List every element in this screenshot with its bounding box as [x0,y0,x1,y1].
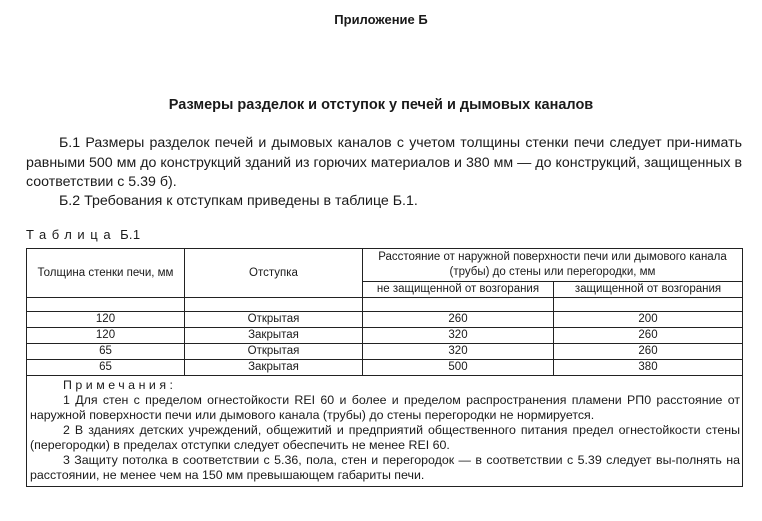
cell-unprotected: 260 [363,312,554,328]
header-unprotected: не защищенной от возгорания [363,282,554,298]
paragraph-b1: Б.1 Размеры разделок печей и дымовых каналов с учетом толщины стенки печи следует при-нимать равными 500 мм до конструкций зданий из горючих материалов и 380 мм — до конструкций, защищенных в соответствии с 5.39 б). [26,135,742,190]
cell-protected: 200 [554,312,743,328]
section-heading: Размеры разделок и отступок у печей и дымовых каналов [168,97,594,113]
table-caption-number: Б.1 [120,227,141,242]
cell-thickness: 65 [27,360,185,376]
paragraph-b2: Б.2 Требования к отступкам приведены в таблице Б.1. [59,193,418,209]
notes-title: Примечания: [63,378,177,392]
note-item: 1 Для стен с пределом огнестойкости REI 60 и более и пределом распространения пламени РП0 расстояние от наружной поверхности печи или дымового канала (трубы) до стены перегородки не нормируется. [30,393,740,422]
table-row [27,328,743,344]
table-row [27,360,743,376]
note-item: 3 Защиту потолка в соответствии с 5.36, пола, стен и перегородок — в соответствии с 5.39 следует вы-полнять на расстоянии, не менее чем на 150 мм превышающем габариты печи. [30,453,740,482]
table-row [27,312,743,328]
table-notes [27,376,743,487]
cell-type: Открытая [185,344,363,360]
table-spacer-row [27,298,743,312]
table-row [27,344,743,360]
cell-type: Закрытая [185,328,363,344]
otstupka-table [26,248,743,487]
cell-type: Открытая [185,312,363,328]
table-caption-word: Таблица [26,227,117,242]
header-distance: Расстояние от наружной поверхности печи или дымового канала (трубы) до стены или перегородки, мм [363,249,743,282]
cell-unprotected: 320 [363,328,554,344]
note-item: 2 В зданиях детских учреждений, общежитий и предприятий общественного питания предел огнестойкости стены (перегородки) в пределах отступки следует обеспечить не менее REI 60. [30,423,740,452]
header-protected: защищенной от возгорания [554,282,743,298]
cell-protected: 260 [554,328,743,344]
cell-thickness: 120 [27,312,185,328]
cell-type: Закрытая [185,360,363,376]
cell-thickness: 65 [27,344,185,360]
cell-thickness: 120 [27,328,185,344]
cell-protected: 380 [554,360,743,376]
table-caption [26,227,140,242]
cell-unprotected: 320 [363,344,554,360]
cell-unprotected: 500 [363,360,554,376]
header-thickness: Толщина стенки печи, мм [27,249,185,298]
header-otstupka: Отступка [185,249,363,298]
appendix-title: Приложение Б [334,12,428,27]
cell-protected: 260 [554,344,743,360]
